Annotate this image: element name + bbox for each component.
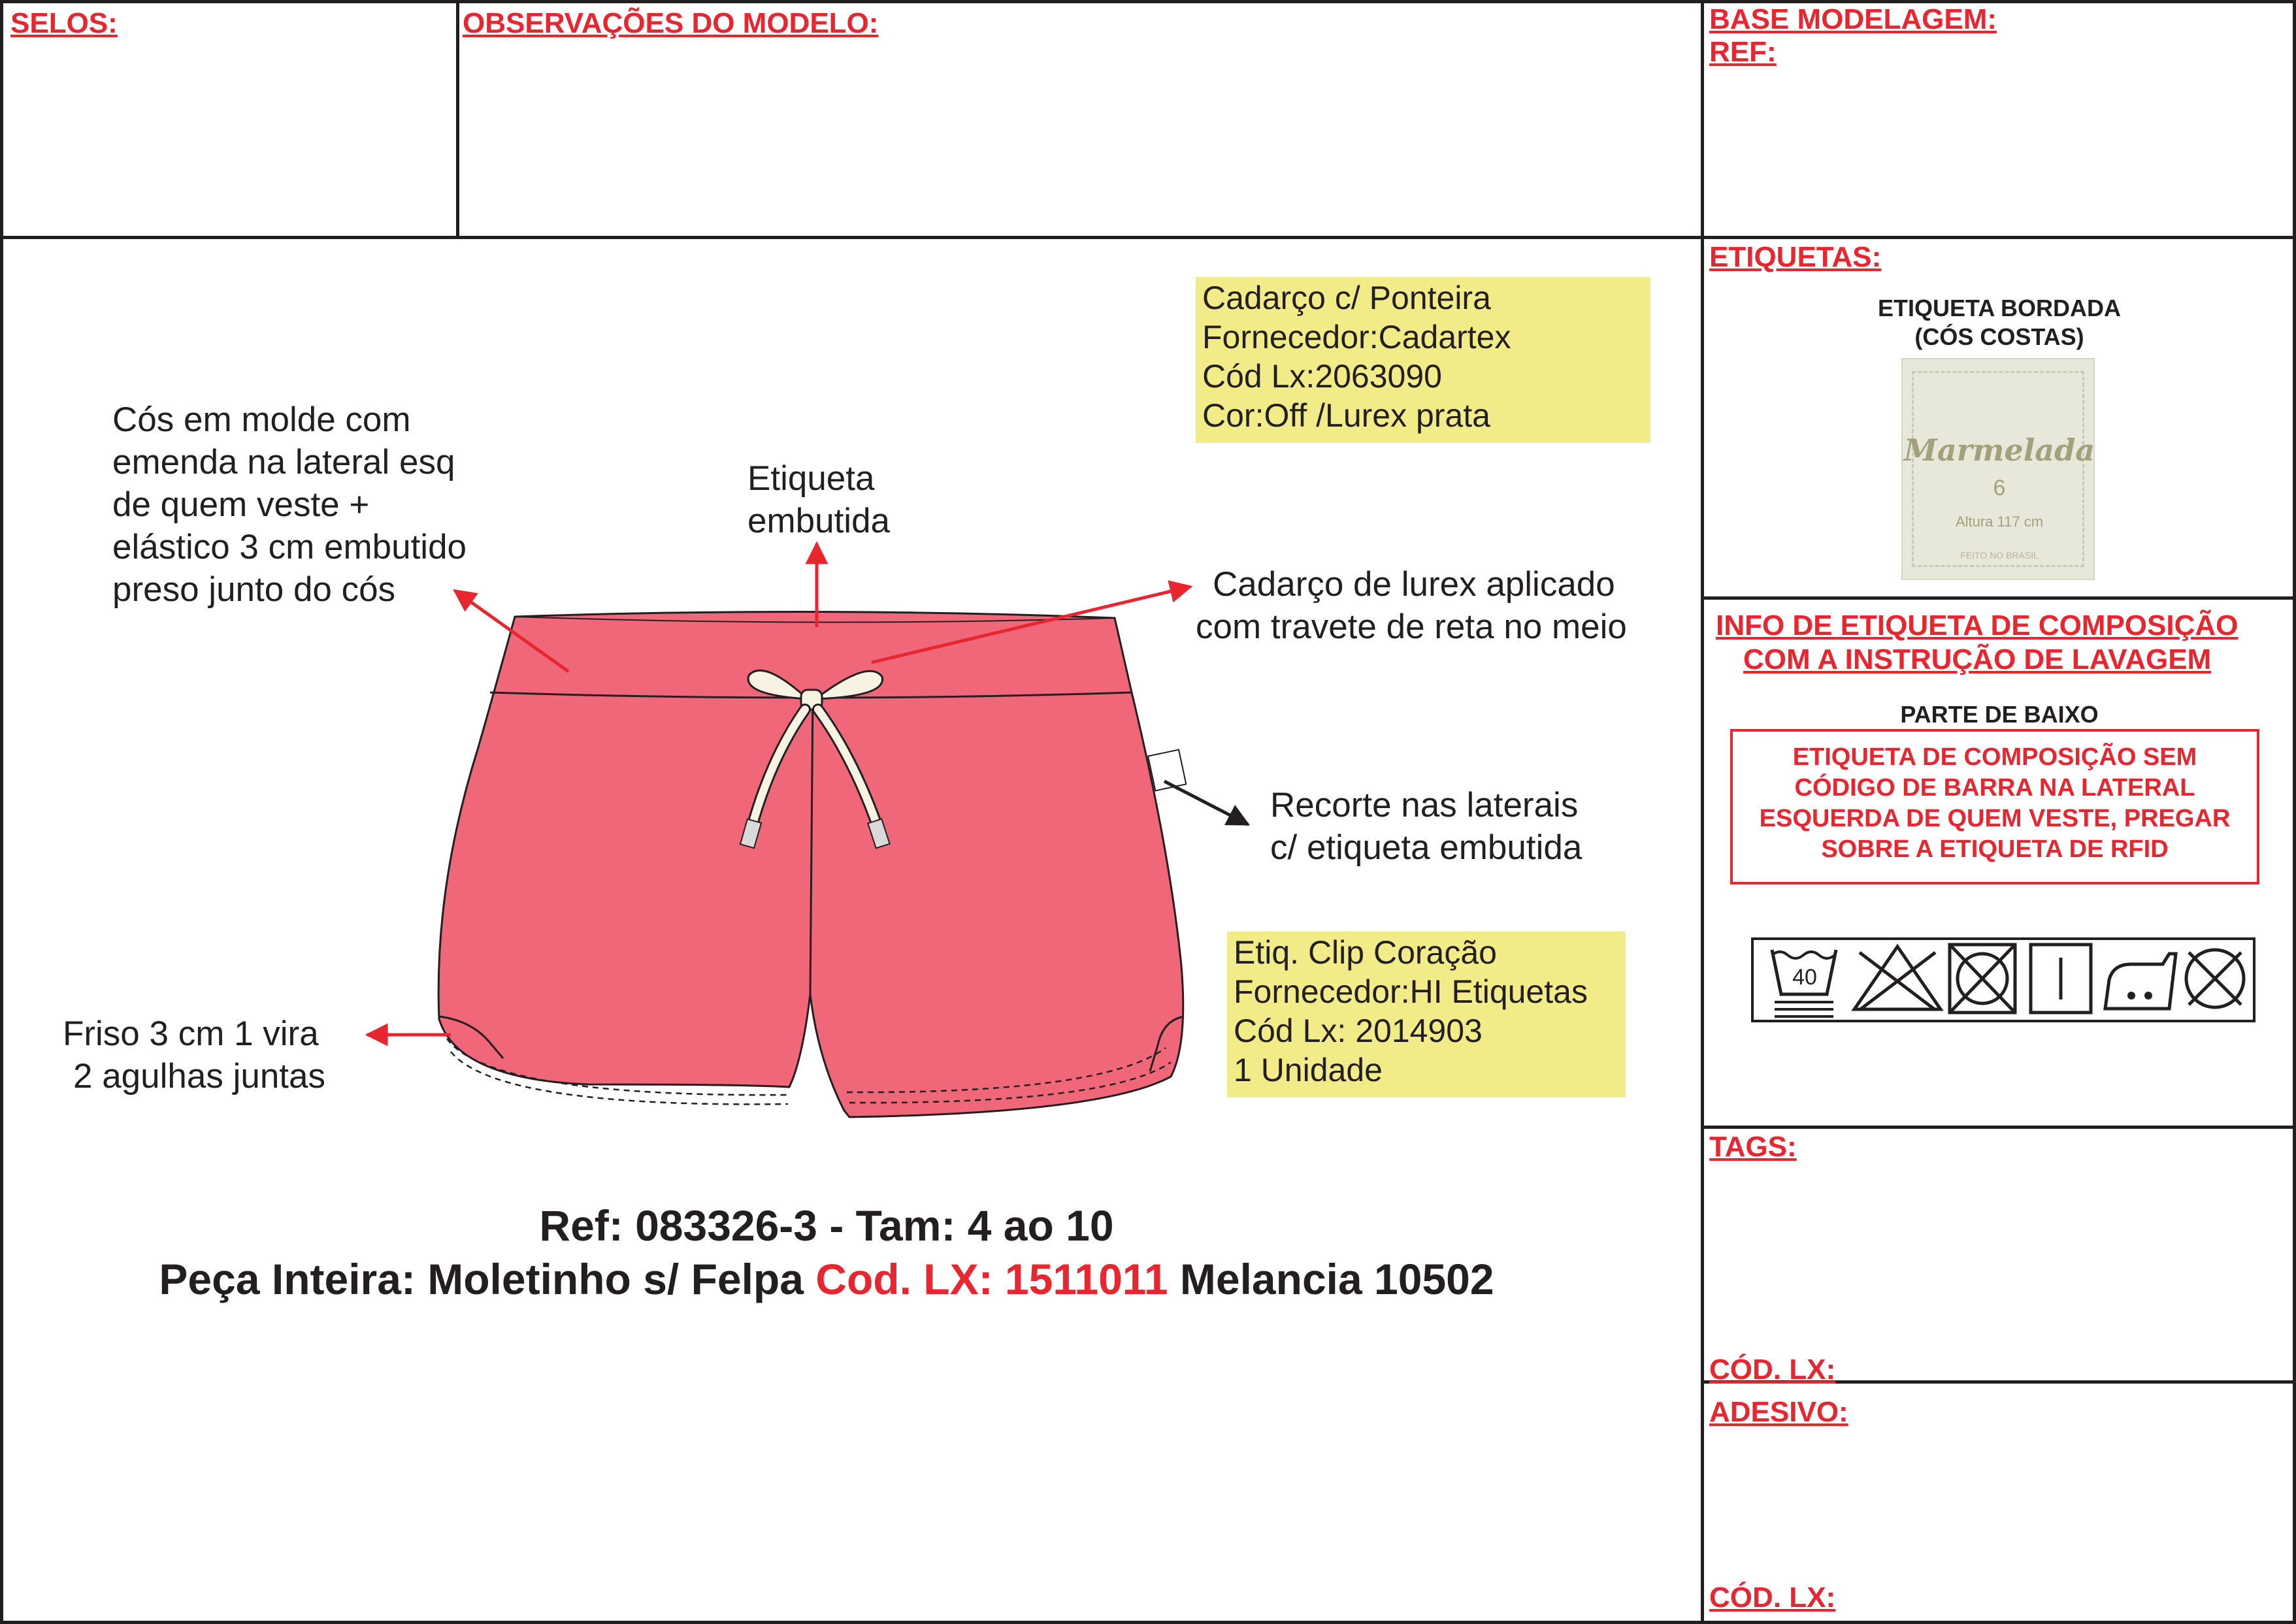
composition-warning-box: ETIQUETA DE COMPOSIÇÃO SEM CÓDIGO DE BARRA NA LATERAL ESQUERDA DE QUEM VESTE, PREGAR SOBRE A ETIQUETA DE RFID (1730, 729, 2259, 885)
selos-divider (456, 0, 459, 238)
fabric-color: Melancia 10502 (1168, 1255, 1494, 1303)
cadarco-supplier-box: Cadarço c/ Ponteira Fornecedor:Cadartex Cód Lx:2063090 Cor:Off /Lurex prata (1196, 277, 1650, 443)
adesivo-header: ADESIVO: (1709, 1396, 1848, 1428)
observacoes-header: OBSERVAÇÕES DO MODELO: (463, 7, 879, 39)
etiqueta-embutida-annotation: Etiqueta embutida (747, 459, 891, 540)
tags-header: TAGS: (1709, 1131, 1797, 1163)
selos-header: SELOS: (10, 7, 118, 39)
label-brand: Marmelada (1903, 432, 2095, 468)
right-divider-1 (1701, 236, 2296, 239)
info-header-line2: COM A INSTRUÇÃO DE LAVAGEM (1743, 643, 2212, 675)
cadarco-lurex-annotation: Cadarço de lurex aplicado com travete de reta no meio (1196, 565, 1627, 646)
clip-supplier-box: Etiq. Clip Coração Fornecedor:HI Etiquetas Cód Lx: 2014903 1 Unidade (1227, 932, 1626, 1097)
friso-annotation: Friso 3 cm 1 vira 2 agulhas juntas (63, 1015, 326, 1096)
tags-cod-lx: CÓD. LX: (1709, 1354, 1836, 1386)
embroidered-label (1901, 358, 2095, 580)
recorte-annotation: Recorte nas laterais c/ etiqueta embutida (1270, 786, 1583, 867)
product-fabric-line (0, 1253, 1653, 1305)
cos-annotation: Cós em molde com emenda na lateral esq de quem veste + elástico 3 cm embutido preso junto do cós (112, 400, 467, 609)
embroidered-label-title: ETIQUETA BORDADA (CÓS COSTAS) (1878, 295, 2121, 350)
ref-header: REF: (1709, 36, 1777, 68)
header-divider (0, 236, 1703, 239)
product-ref-line: Ref: 083326-3 - Tam: 4 ao 10 (539, 1201, 1114, 1250)
label-made-in: FEITO NO BRASIL (1960, 550, 2039, 560)
parte-de-baixo: PARTE DE BAIXO (1900, 701, 2099, 728)
fabric-code: Cod. LX: 1511011 (815, 1255, 1168, 1303)
wash-temperature: 40 (1792, 965, 1817, 990)
etiquetas-header: ETIQUETAS: (1709, 241, 1882, 273)
right-divider-2 (1701, 596, 2296, 600)
label-size: 6 (1993, 476, 2006, 500)
label-height: Altura 117 cm (1955, 513, 2044, 530)
info-header-line1: INFO DE ETIQUETA DE COMPOSIÇÃO (1716, 609, 2239, 641)
right-divider-3 (1701, 1126, 2296, 1129)
adesivo-cod-lx: CÓD. LX: (1709, 1582, 1836, 1614)
base-modelagem-header: BASE MODELAGEM: (1709, 3, 1997, 35)
label-stitch-border (1912, 371, 2084, 567)
fabric-description: Peça Inteira: Moletinho s/ Felpa (159, 1255, 816, 1303)
